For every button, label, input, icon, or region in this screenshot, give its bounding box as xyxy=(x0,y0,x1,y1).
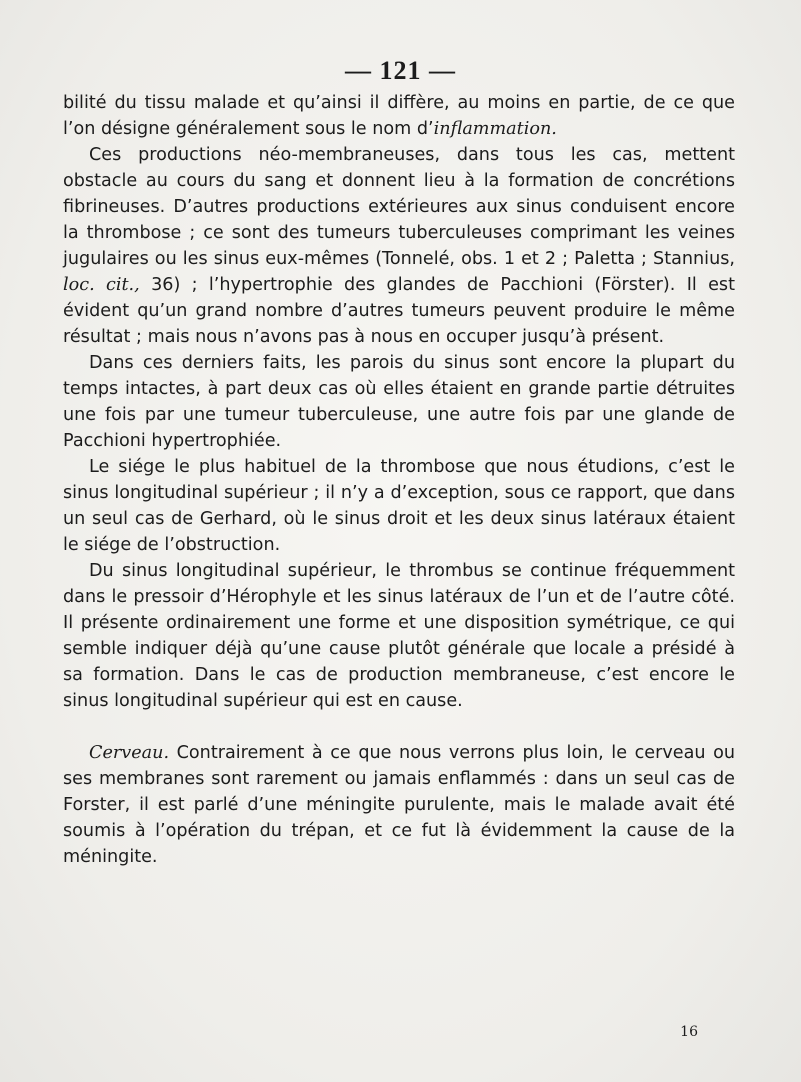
italic-text: Cerveau. xyxy=(89,743,170,763)
text-run: Ces productions néo-membraneuses, dans tous les cas, mettent obstacle au cours du sang et donnent lieu à la formation de concrétions fibrineuses. D’autres productions extérieures aux sinus conduisent encore la thrombose ; ce sont des tumeurs tuberculeuses comprimant les veines jugulaires ou les sinus eux-mêmes (Tonnelé, obs. 1 et 2 ; Paletta ; Stannius, xyxy=(63,145,735,269)
italic-text: loc. cit., xyxy=(63,275,140,295)
text-run: 36) ; l’hypertrophie des glandes de Pacchioni (Förster). Il est évident qu’un grand nombre d’autres tumeurs peuvent produire le même résultat ; mais nous n’avons pas à nous en occuper jusqu’à présent. xyxy=(63,275,735,347)
text-run: Contrairement à ce que nous verrons plus loin, le cerveau ou ses membranes sont rarement ou jamais enflammés : dans un seul cas de Forster, il est parlé d’une méningite purulente, mais le malade avait été soumis à l’opération du trépan, et ce fut là évidemment la cause de la méningite. xyxy=(63,743,735,867)
paragraph xyxy=(63,90,735,142)
text-run: Le siége le plus habituel de la thrombose que nous étudions, c’est le sinus longitudinal supérieur ; il n’y a d’exception, sous ce rapport, que dans un seul cas de Gerhard, où le sinus droit et les deux sinus latéraux étaient le siége de l’obstruction. xyxy=(63,457,735,555)
text-run: Dans ces derniers faits, les parois du sinus sont encore la plupart du temps intactes, à part deux cas où elles étaient en grande partie détruites une fois par une tumeur tuberculeuse, une autre fois par une glande de Pacchioni hypertrophiée. xyxy=(63,353,735,451)
text-run: bilité du tissu malade et qu’ainsi il diffère, au moins en partie, de ce que l’on désigne généralement sous le nom d’ xyxy=(63,93,735,139)
paragraph xyxy=(63,350,735,454)
text-run: Du sinus longitudinal supérieur, le thrombus se continue fréquemment dans le pressoir d’Hérophyle et les sinus latéraux de l’un et de l’autre côté. Il présente ordinairement une forme et une disposition symétrique, ce qui semble indiquer déjà qu’une cause plutôt générale que locale a présidé à sa formation. Dans le cas de production membraneuse, c’est encore le sinus longitudinal supérieur qui est en cause. xyxy=(63,561,735,711)
section-gap xyxy=(63,714,735,740)
body-text xyxy=(63,90,735,870)
page-number-header: — 121 — xyxy=(345,56,456,85)
paragraph xyxy=(63,142,735,350)
paragraph xyxy=(63,454,735,558)
signature-mark: 16 xyxy=(680,1024,698,1040)
paragraph xyxy=(63,558,735,714)
paragraph xyxy=(63,740,735,870)
italic-text: inflammation. xyxy=(433,119,557,139)
